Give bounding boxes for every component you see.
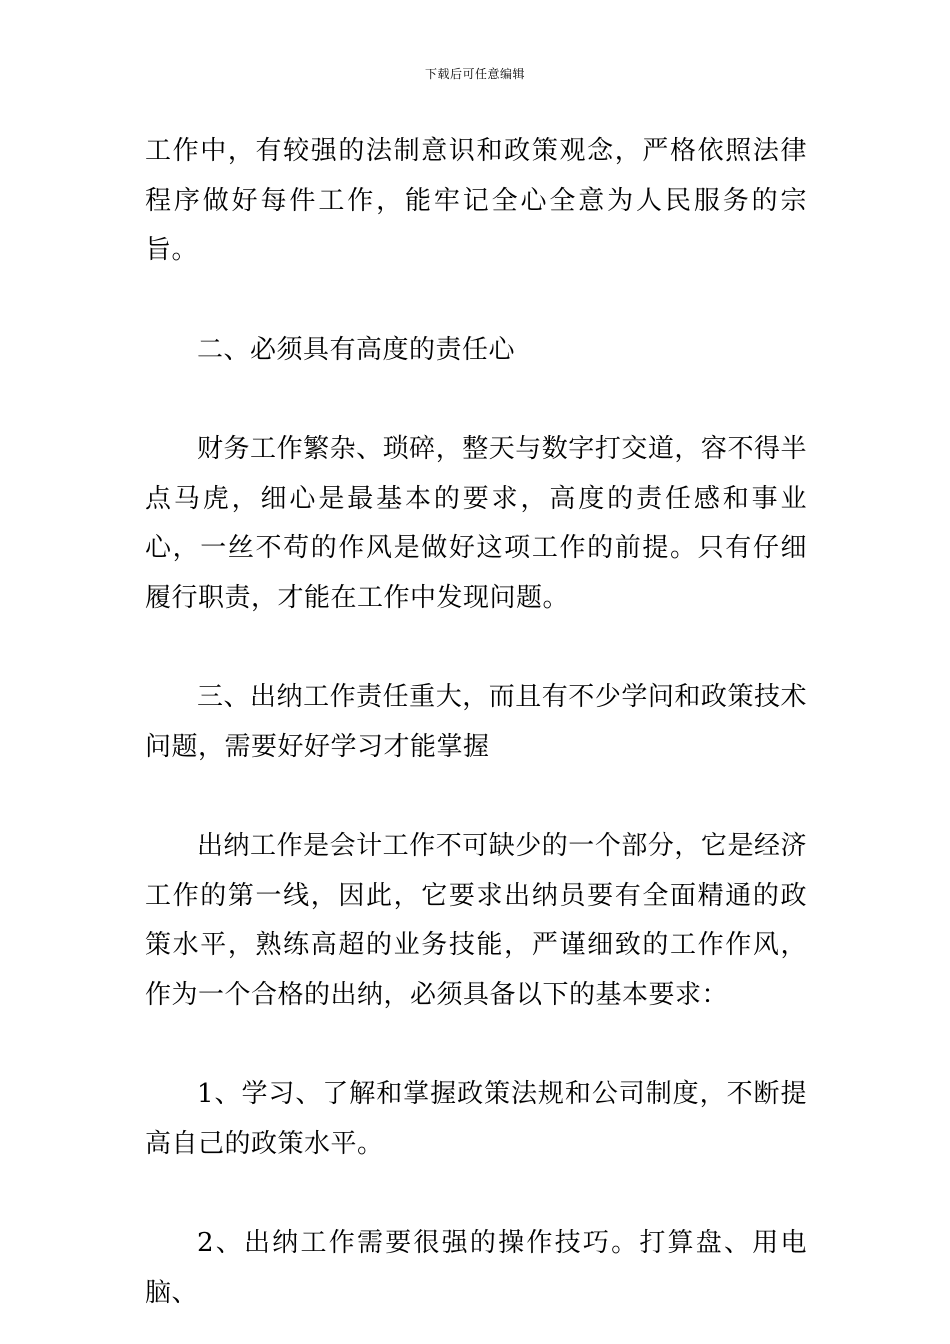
paragraph-gap bbox=[145, 1169, 807, 1219]
paragraph-gap bbox=[145, 623, 807, 673]
paragraph-gap bbox=[145, 772, 807, 822]
list-item-2: 2、出纳工作需要很强的操作技巧。打算盘、用电脑、 bbox=[145, 1228, 807, 1308]
section-heading-2: 二、必须具有高度的责任心 bbox=[197, 334, 516, 365]
paragraph-gap bbox=[145, 1020, 807, 1070]
paragraph-responsibility: 财务工作繁杂、琐碎，整天与数字打交道，容不得半点马虎，细心是最基本的要求，高度的责任感和事业心，一丝不苟的作风是做好这项工作的前提。只有仔细履行职责，才能在工作中发现问题。 bbox=[145, 434, 807, 613]
paragraph-continuation: 工作中，有较强的法制意识和政策观念，严格依照法律程序做好每件工作，能牢记全心全意为人民服务的宗旨。 bbox=[145, 136, 807, 265]
page-header: 下载后可任意编辑 bbox=[424, 67, 525, 81]
paragraph-cashier-work: 出纳工作是会计工作不可缺少的一个部分，它是经济工作的第一线，因此，它要求出纳员要有全面精通的政策水平，熟练高超的业务技能，严谨细致的工作作风，作为一个合格的出纳，必须具备以下的基本要求： bbox=[145, 831, 807, 1010]
paragraph-gap bbox=[145, 375, 807, 425]
list-item-1: 1、学习、了解和掌握政策法规和公司制度，不断提高自己的政策水平。 bbox=[145, 1079, 807, 1159]
section-heading-3: 三、出纳工作责任重大，而且有不少学问和政策技术问题，需要好好学习才能掌握 bbox=[145, 682, 807, 762]
document-body bbox=[145, 127, 807, 1318]
paragraph-gap bbox=[145, 276, 807, 326]
